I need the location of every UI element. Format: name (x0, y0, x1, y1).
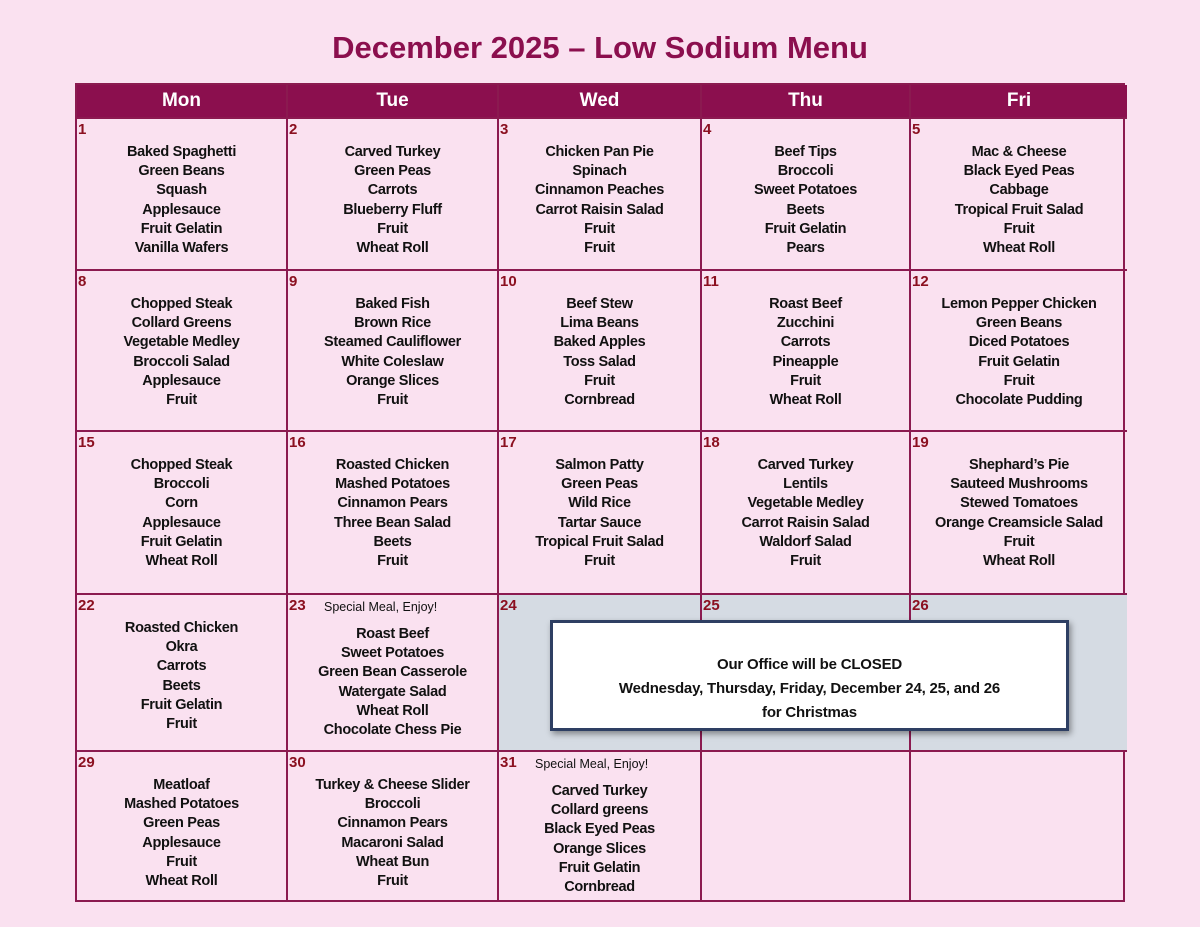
day-header-wed: Wed (499, 85, 702, 117)
page-title: December 2025 – Low Sodium Menu (332, 30, 868, 65)
menu-item: Fruit (377, 553, 408, 570)
menu-item: Green Peas (143, 815, 220, 832)
menu-item: Mashed Potatoes (124, 796, 239, 813)
day-cell (702, 117, 911, 269)
menu-item: Tropical Fruit Salad (954, 201, 1084, 218)
menu-item: Green Beans (138, 163, 225, 180)
day-cell (702, 269, 911, 430)
day-cell (911, 750, 1127, 902)
day-cell (288, 750, 499, 902)
menu-item: Carved Turkey (344, 144, 441, 160)
menu-item: Wild Rice (568, 495, 631, 512)
menu-items (77, 776, 286, 891)
menu-item: Fruit (790, 553, 821, 570)
day-number: 31 (500, 754, 517, 771)
menu-item: Applesauce (142, 372, 221, 389)
menu-item: Broccoli (364, 796, 421, 813)
menu-item: Spinach (572, 163, 627, 180)
day-number: 5 (912, 121, 921, 138)
menu-item: Sweet Potatoes (341, 645, 444, 662)
notice-line-3: for Christmas (762, 704, 857, 721)
menu-item: Fruit (584, 220, 615, 237)
menu-items (911, 143, 1127, 258)
menu-item: Black Eyed Peas (544, 821, 655, 838)
menu-item: Lemon Pepper Chicken (941, 296, 1097, 312)
day-cell (77, 430, 288, 593)
menu-item: Shephard’s Pie (968, 457, 1070, 473)
menu-item: Macaroni Salad (341, 834, 444, 851)
day-cell (702, 430, 911, 593)
menu-item: Fruit Gelatin (978, 353, 1060, 370)
menu-item: Roast Beef (356, 626, 429, 642)
menu-items (499, 456, 700, 571)
menu-item: Watergate Salad (338, 683, 447, 700)
menu-item: Orange Slices (346, 372, 439, 389)
menu-item: Applesauce (142, 201, 221, 218)
menu-item: Okra (165, 639, 198, 656)
menu-items (288, 295, 497, 410)
menu-item: Fruit (584, 372, 615, 389)
menu-item: Fruit (166, 853, 197, 870)
menu-item: Applesauce (142, 834, 221, 851)
menu-item: Toss Salad (563, 353, 636, 370)
day-number: 15 (78, 434, 95, 451)
menu-item: Applesauce (142, 514, 221, 531)
menu-item: Wheat Roll (145, 873, 218, 890)
day-header-thu: Thu (702, 85, 911, 117)
special-meal-note: Special Meal, Enjoy! (324, 600, 438, 614)
special-meal-note: Special Meal, Enjoy! (535, 757, 649, 771)
menu-item: Three Bean Salad (334, 514, 451, 531)
menu-item: Fruit Gelatin (558, 859, 641, 876)
day-cell (77, 593, 288, 750)
menu-items (499, 295, 700, 410)
menu-items (499, 782, 700, 897)
day-cell (911, 269, 1127, 430)
day-number: 11 (703, 273, 719, 290)
menu-item: Chopped Steak (130, 296, 233, 312)
day-number: 18 (703, 434, 720, 451)
menu-item: Carrots (156, 658, 207, 675)
menu-item: Cornbread (564, 879, 635, 896)
menu-item: Vegetable Medley (123, 334, 240, 351)
day-cell (702, 750, 911, 902)
day-cell (288, 593, 499, 750)
menu-items (911, 456, 1127, 571)
menu-item: Brown Rice (354, 315, 431, 332)
day-number: 30 (289, 754, 306, 771)
day-number: 4 (703, 121, 712, 138)
menu-item: Cabbage (989, 182, 1049, 199)
menu-item: Baked Spaghetti (126, 144, 237, 160)
menu-item: Fruit Gelatin (140, 533, 223, 550)
menu-item: Fruit (584, 240, 615, 257)
day-number: 17 (500, 434, 517, 451)
day-cell (499, 269, 702, 430)
menu-item: Wheat Roll (983, 240, 1055, 257)
day-number: 23 (289, 597, 306, 614)
menu-item: Carrots (367, 182, 418, 199)
menu-item: Carrots (780, 334, 831, 351)
menu-item: Stewed Tomatoes (960, 495, 1078, 512)
day-header-fri: Fri (911, 85, 1127, 117)
menu-item: Fruit (1003, 372, 1035, 389)
menu-item: Vanilla Wafers (134, 240, 229, 257)
menu-item: Roast Beef (769, 296, 842, 312)
menu-item: Black Eyed Peas (963, 163, 1075, 180)
menu-item: Broccoli (777, 163, 834, 180)
menu-item: Fruit (377, 392, 408, 409)
menu-item: Waldorf Salad (759, 533, 852, 550)
menu-item: Fruit (1003, 220, 1035, 237)
menu-item: Baked Fish (355, 296, 430, 312)
menu-item: Carrot Raisin Salad (741, 514, 870, 531)
day-number: 16 (289, 434, 306, 451)
menu-item: Tartar Sauce (557, 514, 642, 531)
menu-item: Broccoli (153, 476, 210, 493)
menu-item: Wheat Roll (983, 553, 1055, 570)
menu-item: Turkey & Cheese Slider (315, 777, 470, 793)
day-cell (288, 117, 499, 269)
menu-item: Beets (373, 533, 412, 550)
day-cell (499, 750, 702, 902)
menu-item: Corn (165, 495, 198, 512)
menu-item: Beef Stew (566, 296, 633, 312)
day-cell (911, 117, 1127, 269)
menu-items (288, 456, 497, 571)
menu-item: Carved Turkey (757, 457, 854, 473)
menu-item: Broccoli Salad (133, 353, 230, 370)
menu-item: Green Peas (354, 163, 431, 180)
day-cell (77, 117, 288, 269)
day-number: 12 (912, 273, 929, 290)
menu-item: Tropical Fruit Salad (535, 533, 664, 550)
menu-item: Meatloaf (153, 777, 210, 793)
menu-item: Zucchini (776, 315, 835, 332)
menu-item: Blueberry Fluff (343, 201, 442, 218)
menu-item: Wheat Roll (356, 702, 429, 719)
menu-item: Sauteed Mushrooms (950, 476, 1088, 493)
menu-item: Vegetable Medley (747, 495, 864, 512)
menu-item: Roasted Chicken (124, 620, 239, 636)
day-cell (499, 117, 702, 269)
day-number: 19 (912, 434, 929, 451)
menu-item: Chicken Pan Pie (545, 144, 654, 160)
menu-item: Baked Apples (553, 334, 646, 351)
day-cell (911, 430, 1127, 593)
notice-line-2: Wednesday, Thursday, Friday, December 24, 25, and 26 (618, 680, 1001, 697)
menu-item: Fruit (166, 716, 197, 733)
day-number: 25 (703, 597, 720, 614)
menu-items (499, 143, 700, 258)
day-cell (77, 750, 288, 902)
day-number: 8 (78, 273, 87, 290)
menu-item: Carved Turkey (551, 783, 648, 799)
day-number: 29 (78, 754, 95, 771)
menu-item: Wheat Roll (769, 392, 842, 409)
menu-item: Fruit Gelatin (764, 220, 847, 237)
menu-item: Roasted Chicken (335, 457, 450, 473)
day-cell (77, 269, 288, 430)
menu-item: Green Bean Casserole (318, 664, 467, 681)
day-number: 9 (289, 273, 298, 290)
menu-item: Chocolate Pudding (955, 392, 1083, 409)
menu-item: Mashed Potatoes (335, 476, 450, 493)
menu-item: Wheat Roll (356, 240, 429, 257)
day-number: 10 (500, 273, 517, 290)
day-header-mon: Mon (77, 85, 288, 117)
menu-item: Beef Tips (774, 144, 837, 160)
menu-items (702, 456, 909, 571)
menu-item: Beets (162, 677, 201, 694)
menu-item: Beets (786, 201, 825, 218)
menu-item: Chopped Steak (130, 457, 233, 473)
menu-item: Wheat Bun (355, 853, 429, 870)
menu-item: Lima Beans (560, 315, 639, 332)
menu-items (911, 295, 1127, 410)
day-number: 3 (500, 121, 509, 138)
menu-item: Green Beans (975, 315, 1063, 332)
menu-items (288, 625, 497, 740)
menu-item: Squash (156, 182, 207, 199)
day-number: 1 (78, 121, 87, 138)
menu-item: Fruit (790, 372, 821, 389)
notice-line-1: Our Office will be CLOSED (716, 656, 903, 673)
menu-item: Pineapple (772, 353, 839, 370)
menu-item: Lentils (783, 476, 828, 493)
menu-item: Fruit (1003, 533, 1035, 550)
day-number: 24 (500, 597, 517, 614)
menu-item: Salmon Patty (555, 457, 644, 473)
day-header-tue: Tue (288, 85, 499, 117)
menu-item: Wheat Roll (145, 553, 218, 570)
menu-item: Orange Creamsicle Salad (935, 514, 1103, 531)
day-number: 2 (289, 121, 298, 138)
day-cell (499, 430, 702, 593)
day-number: 22 (78, 597, 95, 614)
menu-items (702, 143, 909, 258)
day-cell (288, 430, 499, 593)
menu-item: Fruit Gelatin (140, 696, 223, 713)
calendar-grid (75, 83, 1125, 902)
menu-items (77, 619, 286, 734)
menu-items (702, 295, 909, 410)
menu-item: Steamed Cauliflower (324, 334, 461, 351)
menu-item: Green Peas (561, 476, 638, 493)
menu-item: Orange Slices (553, 840, 646, 857)
menu-item: Fruit (584, 553, 615, 570)
menu-items (77, 143, 286, 258)
day-number: 26 (912, 597, 929, 614)
menu-items (288, 776, 497, 891)
menu-item: Chocolate Chess Pie (323, 722, 462, 739)
menu-item: Sweet Potatoes (754, 182, 857, 199)
menu-item: Cornbread (564, 392, 635, 409)
menu-items (77, 456, 286, 571)
menu-item: Fruit (166, 392, 197, 409)
menu-item: Mac & Cheese (971, 144, 1067, 160)
menu-item: Cinnamon Pears (337, 495, 448, 512)
closure-notice (550, 620, 1069, 731)
menu-item: Diced Potatoes (968, 334, 1070, 351)
menu-item: Collard greens (550, 802, 649, 819)
menu-item: Pears (786, 240, 825, 257)
menu-item: Carrot Raisin Salad (535, 201, 664, 218)
menu-items (288, 143, 497, 258)
menu-item: Cinnamon Peaches (535, 182, 664, 199)
menu-items (77, 295, 286, 410)
menu-item: Cinnamon Pears (337, 815, 448, 832)
menu-item: Fruit (377, 220, 408, 237)
menu-item: Collard Greens (131, 315, 232, 332)
menu-item: Fruit (377, 873, 408, 890)
menu-item: White Coleslaw (341, 353, 444, 370)
day-cell (288, 269, 499, 430)
menu-item: Fruit Gelatin (140, 220, 223, 237)
